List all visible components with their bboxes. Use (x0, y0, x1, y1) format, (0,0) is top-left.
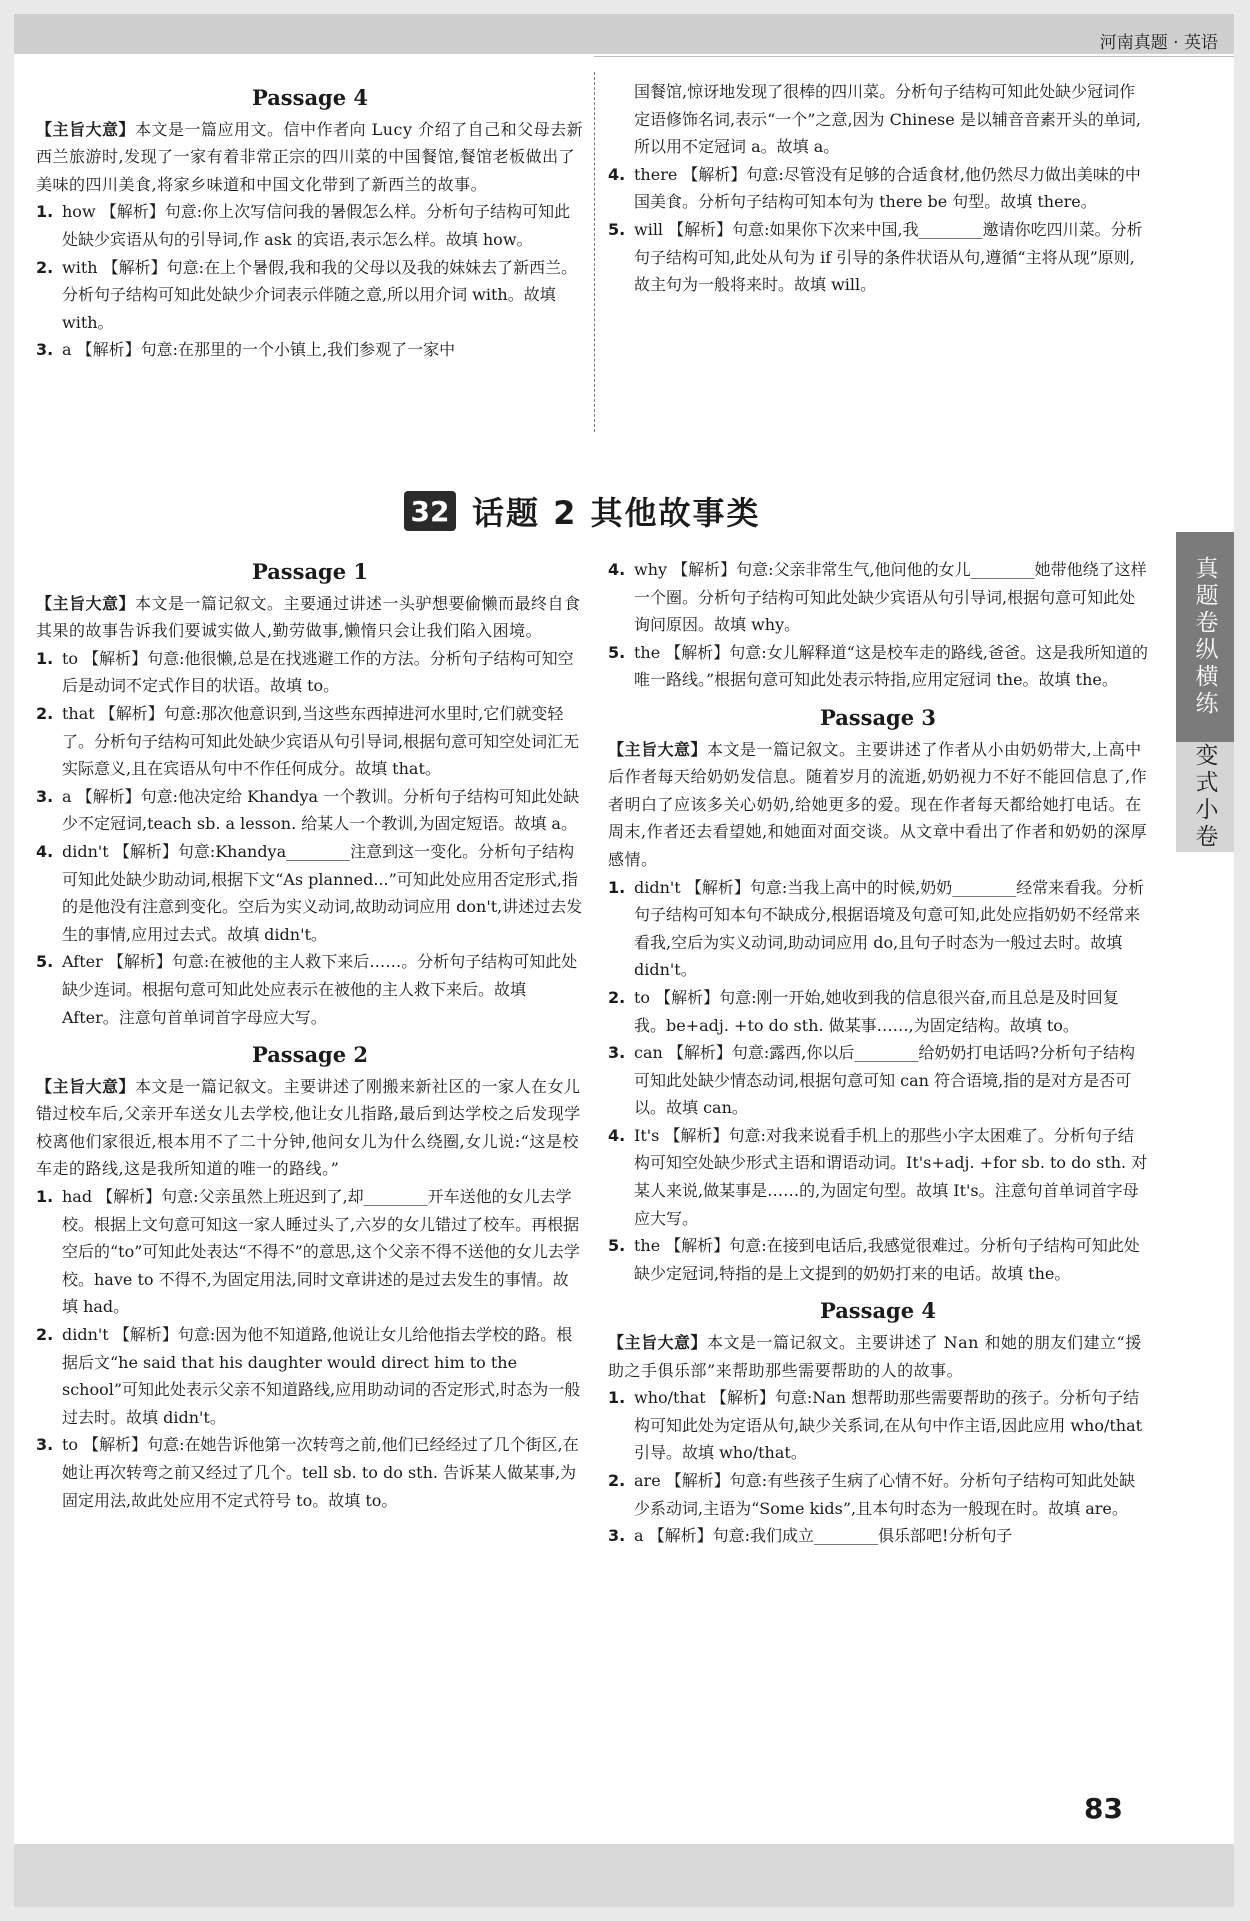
answer-item (608, 161, 1148, 216)
item-number: 5. (608, 642, 626, 662)
item-number: 3. (608, 1043, 626, 1063)
summary-tag: 【主旨大意】 (36, 1076, 136, 1096)
passage-title: Passage 4 (251, 85, 369, 110)
item-text: a 【解析】句意:在那里的一个小镇上,我们参观了一家中 (62, 340, 456, 360)
item-text: didn't 【解析】句意:因为他不知道路,他说让女儿给他指去学校的路。根据后文“he said that his daughter would direct him to the school”可知此处表示父亲不知道路线,应用助动词的否定形式,时态为一般过去时。故填 didn't。 (62, 1325, 581, 1427)
item-number: 3. (36, 340, 54, 360)
side-tab-bottom-label: 变式小卷 (1191, 743, 1218, 851)
answer-item (36, 948, 584, 1031)
item-text: to 【解析】句意:他很懒,总是在找逃避工作的方法。分析句子结构可知空后是动词不定式作目的状语。故填 to。 (62, 648, 574, 696)
summary (608, 1329, 1148, 1384)
item-text: who/that 【解析】句意:Nan 想帮助那些需要帮助的孩子。分析句子结构可知此处为定语从句,缺少关系词,在从句中作主语,因此应用 who/that 引导。故填 who/that。 (634, 1388, 1143, 1463)
item-text: It's 【解析】句意:对我来说看手机上的那些小字太困难了。分析句子结构可知空处缺少形式主语和谓语动词。It's+adj. +for sb. to do sth. 对某人来说,做某事是……的,为固定句型。故填 It's。注意句首单词首字母应大写。 (634, 1125, 1148, 1228)
top-bar (14, 14, 1234, 54)
item-text: how 【解析】句意:你上次写信问我的暑假怎么样。分析句子结构可知此处缺少宾语从句的引导词,作 ask 的宾语,表示怎么样。故填 how。 (62, 202, 571, 249)
page-number: 83 (1084, 1792, 1123, 1825)
summary (36, 116, 584, 199)
answer-item (608, 216, 1148, 299)
passage-title: Passage 1 (251, 559, 369, 584)
summary-tag: 【主旨大意】 (608, 1333, 708, 1353)
header-label: 河南真题 · 英语 (1099, 33, 1218, 53)
side-tab-top-label: 真题卷纵横练 (1191, 556, 1218, 718)
answer-item (36, 254, 584, 337)
item-text: can 【解析】句意:露西,你以后________给奶奶打电话吗?分析句子结构可知此处缺少情态动词,根据句意可知 can 符合语境,指的是对方是否可以。故填 can。 (634, 1043, 1135, 1118)
top-right-column (608, 78, 1148, 299)
answer-item (608, 1232, 1148, 1287)
item-number: 5. (608, 219, 626, 239)
item-text: had 【解析】句意:父亲虽然上班迟到了,却________开车送他的女儿去学校。根据上文句意可知这一家人睡过头了,六岁的女儿错过了校车。再根据空后的“to”可知此处表达“不得不”的意思,这个父亲不得不送他的女儿去学校。have to 不得不,为固定用法,同时文章讲述的是过去发生的事情。故填 had。 (62, 1187, 580, 1317)
answer-item (608, 639, 1148, 694)
item-text: 国餐馆,惊讶地发现了很棒的四川菜。分析句子结构可知此处缺少冠词作定语修饰名词,表示“一个”之意,因为 Chinese 是以辅音音素开头的单词,所以用不定冠词 a。故填 a。 (634, 82, 1141, 157)
item-text: there 【解析】句意:尽管没有足够的合适食材,他仍然尽力做出美味的中国美食。分析句子结构可知本句为 there be 句型。故填 there。 (634, 164, 1141, 212)
summary-tag: 【主旨大意】 (608, 739, 708, 759)
item-text: the 【解析】句意:在接到电话后,我感觉很难过。分析句子结构可知此处缺少定冠词,特指的是上文提到的奶奶打来的电话。故填 the。 (634, 1236, 1140, 1283)
item-text: a 【解析】句意:我们成立________俱乐部吧!分析句子 (634, 1526, 1013, 1546)
item-number: 2. (36, 703, 54, 723)
side-tab-top (1176, 532, 1234, 742)
summary (36, 590, 584, 645)
item-text: why 【解析】句意:父亲非常生气,他问他的女儿________她带他绕了这样一个圈。分析句子结构可知此处缺少宾语从句引导词,根据句意可知此处询问原因。故填 why。 (634, 560, 1147, 635)
item-number: 3. (608, 1526, 626, 1546)
answer-item (36, 783, 584, 838)
summary-text: 本文是一篇记叙文。主要讲述了作者从小由奶奶带大,上高中后作者每天给奶奶发信息。随着岁月的流逝,奶奶视力不好不能回信息了,作者明白了应该多关心奶奶,给她更多的爱。现在作者每天都给她打电话。在周末,作者还去看望她,和她面对面交谈。从文章中看出了作者和奶奶的深厚感情。 (608, 739, 1148, 869)
answer-item (36, 1321, 584, 1431)
item-number: 5. (608, 1236, 626, 1256)
answer-item (608, 1384, 1148, 1467)
item-number: 1. (36, 202, 54, 222)
answer-item (36, 198, 584, 253)
answer-item (36, 336, 584, 364)
answer-item (608, 984, 1148, 1039)
answer-item (36, 645, 584, 700)
left-column (36, 548, 584, 1514)
item-number: 1. (36, 1187, 54, 1207)
answer-item (608, 1467, 1148, 1522)
summary-tag: 【主旨大意】 (36, 593, 136, 613)
item-text: are 【解析】句意:有些孩子生病了心情不好。分析句子结构可知此处缺少系动词,主语为“Some kids”,且本句时态为一般现在时。故填 are。 (634, 1471, 1136, 1518)
summary-text: 本文是一篇记叙文。主要讲述了 Nan 和她的朋友们建立“援助之手俱乐部”来帮助那些需要帮助的人的故事。 (608, 1333, 1142, 1380)
page (14, 14, 1234, 1907)
item-text: After 【解析】句意:在被他的主人救下来后……。分析句子结构可知此处缺少连词。根据句意可知此处应表示在被他的主人救下来后。故填 After。注意句首单词首字母应大写。 (62, 952, 578, 1027)
answer-item (36, 1183, 584, 1321)
item-number: 2. (36, 257, 54, 277)
summary-text: 本文是一篇记叙文。主要讲述了刚搬来新社区的一家人在女儿错过校车后,父亲开车送女儿去学校,他让女儿指路,最后到达学校之后发现学校离他们家很近,根本用不了二十分钟,他问女儿为什么绕圈,女儿说:“这是校车走的路线,这是我所知道的唯一的路线。” (36, 1076, 581, 1179)
item-text: that 【解析】句意:那次他意识到,当这些东西掉进河水里时,它们就变轻了。分析句子结构可知此处缺少宾语从句引导词,根据句意可知空处词汇无实际意义,且在宾语从句中不作任何成分。故填 that。 (62, 703, 580, 779)
topic-number-badge: 32 (404, 491, 456, 531)
item-number: 1. (608, 1388, 626, 1408)
item-text: the 【解析】句意:女儿解释道“这是校车走的路线,爸爸。这是我所知道的唯一路线。”根据句意可知此处表示特指,应用定冠词 the。故填 the。 (634, 642, 1148, 690)
item-number: 2. (608, 987, 626, 1007)
item-number: 1. (36, 648, 54, 668)
passage-title: Passage 2 (251, 1042, 369, 1068)
item-number: 4. (608, 560, 626, 579)
topic-heading (404, 488, 761, 534)
summary-text: 本文是一篇应用文。信中作者向 Lucy 介绍了自己和父母去新西兰旅游时,发现了一家有着非常正宗的四川菜的中国餐馆,餐馆老板做出了美味的四川美食,将家乡味道和中国文化带到了新西兰的故事。 (36, 119, 584, 194)
passage-title: Passage 4 (819, 1298, 937, 1324)
header-divider (594, 56, 1234, 57)
item-number: 5. (36, 952, 54, 972)
passage-title: Passage 3 (819, 704, 937, 730)
bottom-bar (14, 1844, 1234, 1907)
answer-item (608, 556, 1148, 639)
answer-item (608, 1122, 1148, 1232)
answer-item (36, 700, 584, 783)
item-text: didn't 【解析】句意:当我上高中的时候,奶奶________经常来看我。分析句子结构可知本句不缺成分,根据语境及句意可知,此处应指奶奶不经常来看我,空后为实义动词,助动词应用 do,且句子时态为一般过去时。故填 didn't。 (634, 877, 1145, 980)
item-text: didn't 【解析】句意:Khandya________注意到这一变化。分析句子结构可知此处缺少助动词,根据下文“As planned...”可知此处应用否定形式,指的是他没有注意到变化。空后为实义动词,故助动词应用 don't,讲述过去发生的事情,应用过去式。故填 didn't。 (62, 841, 583, 944)
topic-title: 话题 2 其他故事类 (472, 494, 761, 532)
top-left-column (36, 74, 584, 364)
item-text: with 【解析】句意:在上个暑假,我和我的父母以及我的妹妹去了新西兰。分析句子结构可知此处缺少介词表示伴随之意,所以用介词 with。故填 with。 (62, 257, 578, 332)
item-number (608, 78, 634, 161)
item-number: 4. (608, 164, 626, 184)
summary (36, 1073, 584, 1183)
answer-item (36, 838, 584, 948)
summary-tag: 【主旨大意】 (36, 119, 136, 139)
item-text: to 【解析】句意:在她告诉他第一次转弯之前,他们已经经过了几个街区,在她让再次转弯之前又经过了几个。tell sb. to do sth. 告诉某人做某事,为固定用法,故此处应用不定式符号 to。故填 to。 (62, 1435, 579, 1510)
answer-item (36, 1431, 584, 1514)
item-number: 1. (608, 877, 626, 897)
side-tab (1176, 532, 1234, 852)
item-number: 2. (36, 1325, 54, 1345)
answer-item (608, 1522, 1148, 1550)
column-divider (594, 72, 595, 432)
item-number: 3. (36, 1435, 54, 1455)
item-number: 4. (36, 841, 54, 861)
right-column (608, 556, 1148, 1550)
item-text: to 【解析】句意:刚一开始,她收到我的信息很兴奋,而且总是及时回复我。be+adj. +to do sth. 做某事……,为固定结构。故填 to。 (634, 987, 1119, 1035)
item-text: will 【解析】句意:如果你下次来中国,我________邀请你吃四川菜。分析句子结构可知,此处从句为 if 引导的条件状语从句,遵循“主将从现”原则,故主句为一般将来时。故填 will。 (634, 219, 1143, 295)
summary (608, 736, 1148, 874)
item-number: 2. (608, 1471, 626, 1490)
answer-item (608, 1039, 1148, 1122)
side-tab-bottom (1176, 742, 1234, 852)
summary-text: 本文是一篇记叙文。主要通过讲述一头驴想要偷懒而最终自食其果的故事告诉我们要诚实做人,勤劳做事,懒惰只会让我们陷入困境。 (36, 593, 581, 641)
item-number: 4. (608, 1125, 626, 1145)
answer-item-continued (608, 78, 1148, 161)
item-text: a 【解析】句意:他决定给 Khandya 一个教训。分析句子结构可知此处缺少不定冠词,teach sb. a lesson. 给某人一个教训,为固定短语。故填 a。 (62, 786, 580, 834)
answer-item (608, 874, 1148, 984)
item-number: 3. (36, 786, 54, 806)
